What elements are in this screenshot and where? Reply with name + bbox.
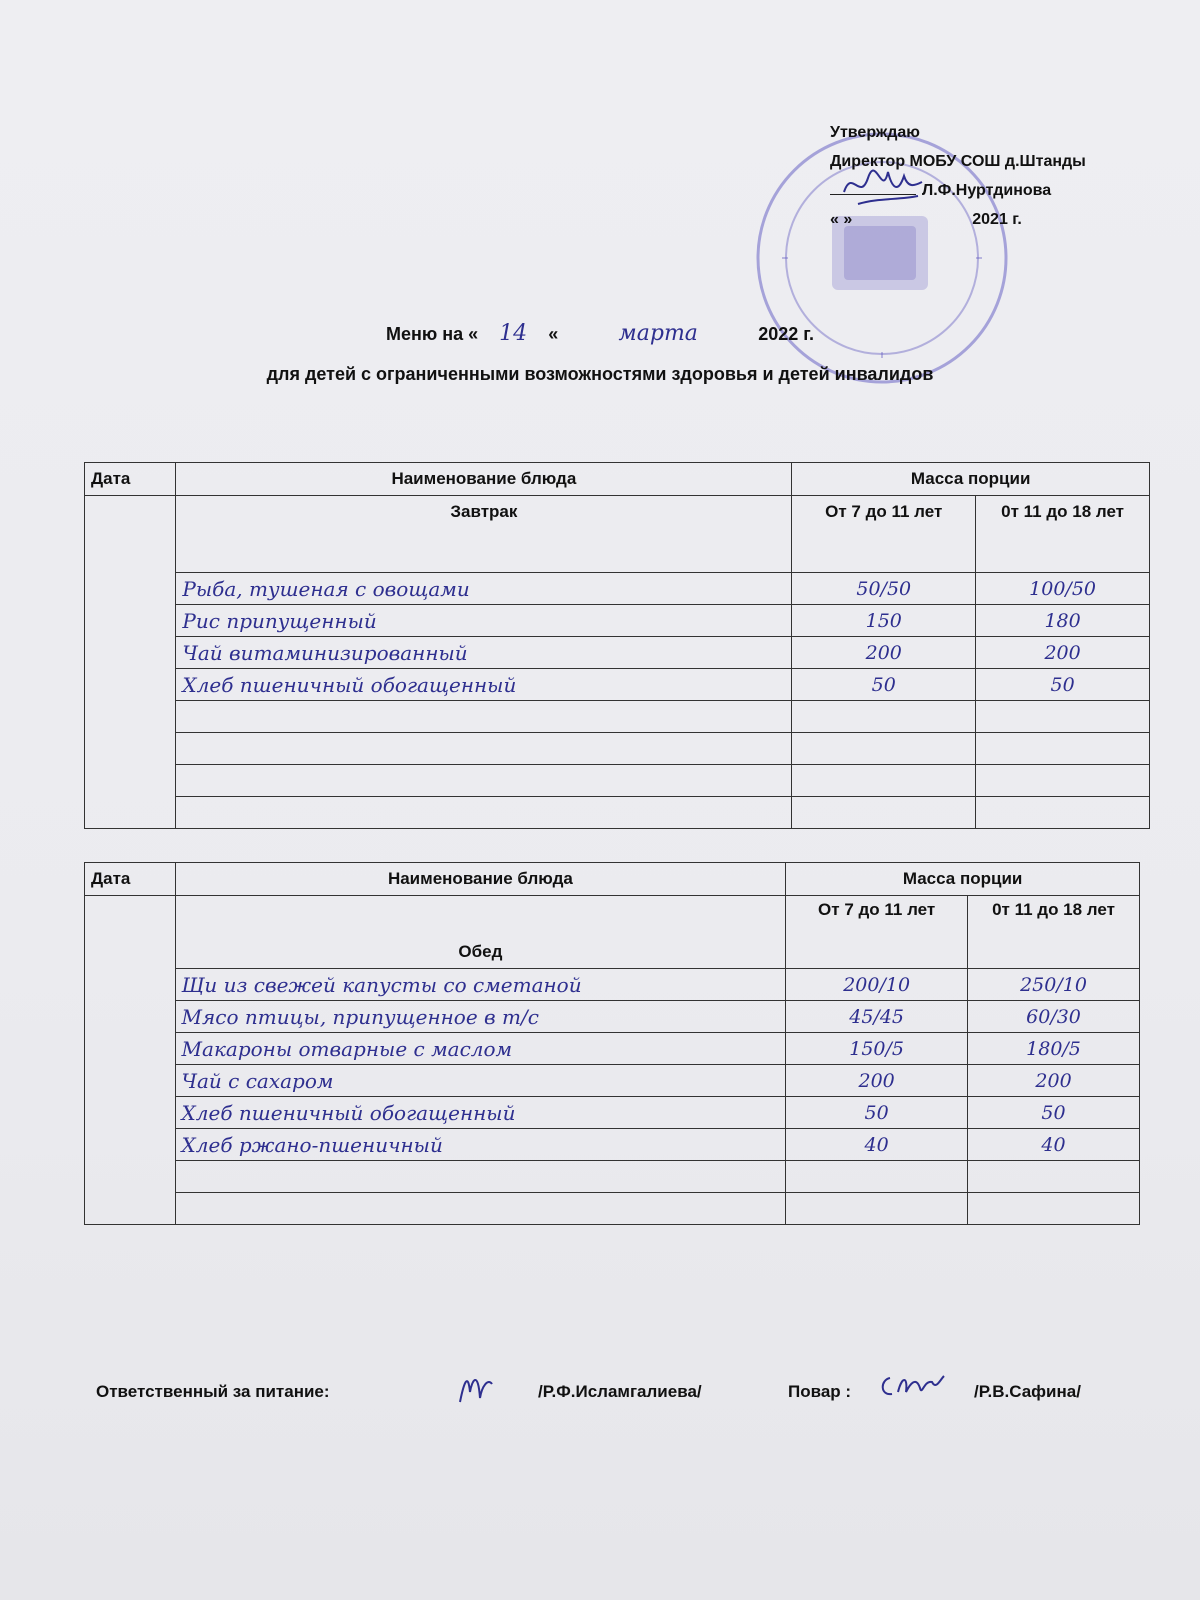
empty-cell (786, 1193, 968, 1225)
approval-year: 2021 г. (972, 211, 1022, 228)
empty-cell (792, 733, 976, 765)
mass-7-11: 45/45 (786, 1001, 968, 1033)
empty-cell (176, 701, 792, 733)
title-year: 2022 г. (758, 324, 814, 344)
breakfast-table (84, 462, 1150, 829)
mass-7-11: 40 (786, 1129, 968, 1161)
meal-label: Завтрак (176, 496, 792, 573)
mass-7-11: 50 (786, 1097, 968, 1129)
dish-name: Макароны отварные с маслом (175, 1033, 786, 1065)
empty-cell (976, 701, 1150, 733)
approval-heading: Утверждаю (830, 124, 920, 141)
mass-7-11: 50/50 (792, 573, 976, 605)
mass-11-18: 100/50 (976, 573, 1150, 605)
age-11-18-header: 0т 11 до 18 лет (968, 896, 1140, 969)
cook-name: /Р.В.Сафина/ (974, 1382, 1081, 1401)
col-date: Дата (85, 463, 176, 496)
empty-cell (968, 1193, 1140, 1225)
empty-cell (175, 1161, 786, 1193)
empty-cell (176, 733, 792, 765)
responsible-name: /Р.Ф.Исламгалиева/ (538, 1382, 702, 1401)
empty-cell (792, 765, 976, 797)
director-signature (838, 158, 928, 214)
approval-position: Директор МОБУ СОШ д.Штанды (830, 153, 1086, 170)
dish-name: Рыба, тушеная с овощами (176, 573, 792, 605)
empty-cell (976, 797, 1150, 829)
empty-cell (968, 1161, 1140, 1193)
approval-date-quote: « » (830, 211, 853, 228)
mass-11-18: 50 (976, 669, 1150, 701)
meal-label: Обед (175, 896, 786, 969)
empty-cell (792, 797, 976, 829)
mass-7-11: 200/10 (786, 969, 968, 1001)
menu-subtitle: для детей с ограниченными возможностями здоровья и детей инвалидов (266, 364, 934, 384)
mass-11-18: 60/30 (968, 1001, 1140, 1033)
col-date: Дата (85, 863, 176, 896)
title-month: марта (618, 321, 698, 346)
mass-11-18: 50 (968, 1097, 1140, 1129)
menu-title (0, 320, 1200, 348)
col-portion-mass: Масса порции (786, 863, 1140, 896)
dish-name: Мясо птицы, припущенное в т/с (175, 1001, 786, 1033)
col-dish-name: Наименование блюда (176, 463, 792, 496)
dish-name: Чай с сахаром (175, 1065, 786, 1097)
date-cell (85, 896, 176, 1225)
dish-name: Щи из свежей капусты со сметаной (175, 969, 786, 1001)
title-quote: « (548, 324, 559, 344)
dish-name: Хлеб ржано-пшеничный (175, 1129, 786, 1161)
mass-7-11: 50 (792, 669, 976, 701)
mass-11-18: 180/5 (968, 1033, 1140, 1065)
age-11-18-header: 0т 11 до 18 лет (976, 496, 1150, 573)
mass-7-11: 150/5 (786, 1033, 968, 1065)
empty-cell (786, 1161, 968, 1193)
empty-cell (792, 701, 976, 733)
age-7-11-header: От 7 до 11 лет (786, 896, 968, 969)
responsible-label: Ответственный за питание: (96, 1382, 330, 1401)
mass-11-18: 40 (968, 1129, 1140, 1161)
title-day: 14 (499, 321, 528, 346)
mass-11-18: 180 (976, 605, 1150, 637)
mass-11-18: 250/10 (968, 969, 1140, 1001)
col-dish-name: Наименование блюда (175, 863, 786, 896)
empty-cell (176, 765, 792, 797)
responsible-signature (452, 1362, 502, 1414)
cook-label: Повар : (788, 1382, 852, 1401)
mass-11-18: 200 (976, 637, 1150, 669)
empty-cell (976, 733, 1150, 765)
dish-name: Рис припущенный (176, 605, 792, 637)
lunch-table (84, 862, 1140, 1225)
dish-name: Чай витаминизированный (176, 637, 792, 669)
dish-name: Хлеб пшеничный обогащенный (175, 1097, 786, 1129)
cook-signature (876, 1366, 948, 1410)
empty-cell (176, 797, 792, 829)
empty-cell (976, 765, 1150, 797)
age-7-11-header: От 7 до 11 лет (792, 496, 976, 573)
empty-cell (175, 1193, 786, 1225)
mass-7-11: 200 (786, 1065, 968, 1097)
dish-name: Хлеб пшеничный обогащенный (176, 669, 792, 701)
mass-7-11: 200 (792, 637, 976, 669)
director-name: Л.Ф.Нуртдинова (922, 182, 1052, 199)
mass-7-11: 150 (792, 605, 976, 637)
col-portion-mass: Масса порции (792, 463, 1150, 496)
date-cell (85, 496, 176, 829)
title-prefix: Меню на « (386, 324, 479, 344)
mass-11-18: 200 (968, 1065, 1140, 1097)
